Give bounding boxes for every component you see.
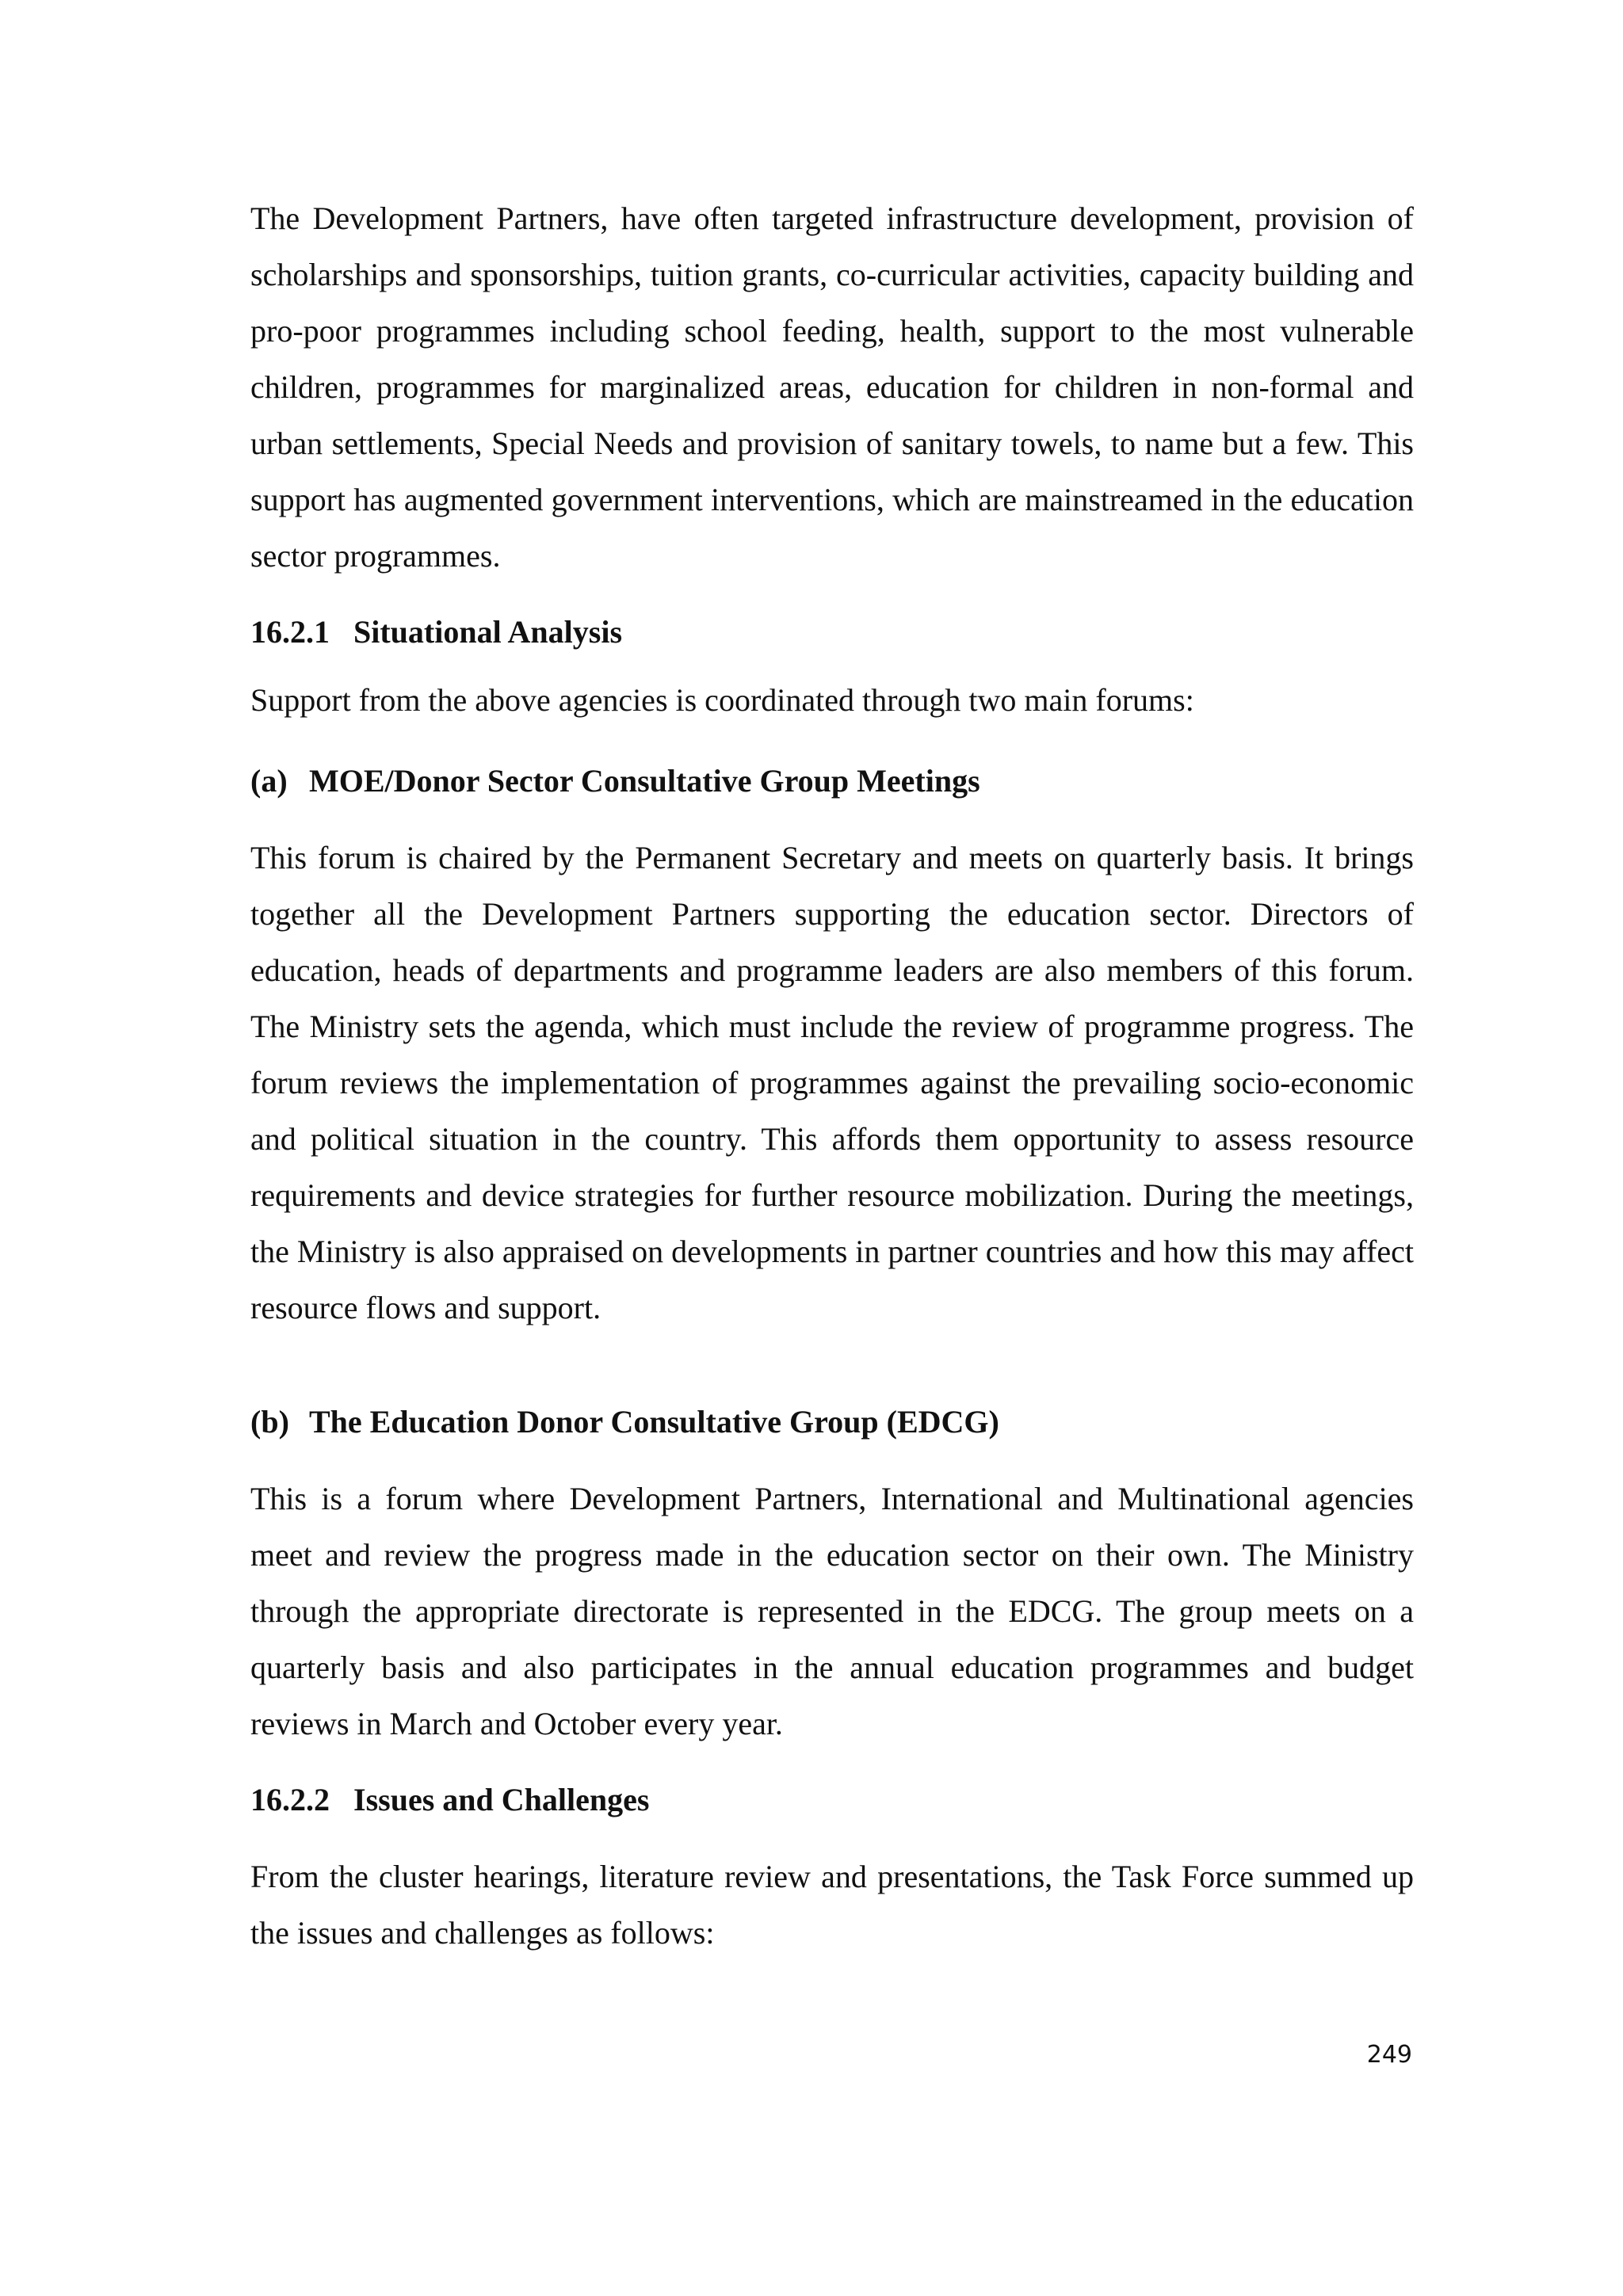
page-content xyxy=(250,190,1414,1961)
paragraph-development-partners: The Development Partners, have often targeted infrastructure development, provision of scholarships and sponsorships, tuition grants, co-curricular activities, capacity building and pro-poor programmes including school feeding, health, support to the most vulnerable children, programmes for marginalized areas, education for children in non-formal and urban settlements, Special Needs and provision of sanitary towels, to name but a few. This support has augmented government interventions, which are mainstreamed in the education sector programmes. xyxy=(250,200,1414,574)
section-number: 16.2.1 xyxy=(250,614,330,650)
section-title: Issues and Challenges xyxy=(353,1782,650,1817)
subsection-label: (a) xyxy=(250,763,288,799)
section-number: 16.2.2 xyxy=(250,1782,330,1817)
subsection-title: The Education Donor Consultative Group (EDCG) xyxy=(309,1404,999,1440)
heading-edcg xyxy=(250,1402,1414,1442)
paragraph-edcg-forum: This is a forum where Development Partners, International and Multinational agencies meet and review the progress made in the education sector on their own. The Ministry through the appropriate directorate is represented in the EDCG. The group meets on a quarterly basis and also participates in the annual education programmes and budget reviews in March and October every year. xyxy=(250,1481,1414,1741)
subsection-label: (b) xyxy=(250,1404,289,1440)
heading-moe-donor-group xyxy=(250,761,1414,801)
page-number: 249 xyxy=(1366,2041,1412,2069)
paragraph-forums-intro: Support from the above agencies is coordinated through two main forums: xyxy=(250,682,1194,718)
heading-situational-analysis xyxy=(250,612,1414,652)
section-title: Situational Analysis xyxy=(353,614,623,650)
subsection-title: MOE/Donor Sector Consultative Group Meetings xyxy=(309,763,980,799)
heading-issues-challenges xyxy=(250,1780,1414,1820)
paragraph-issues-intro: From the cluster hearings, literature review and presentations, the Task Force summed up the issues and challenges as follows: xyxy=(250,1859,1414,1951)
paragraph-moe-forum: This forum is chaired by the Permanent Secretary and meets on quarterly basis. It brings together all the Development Partners supporting the education sector. Directors of education, heads of departments and programme leaders are also members of this forum. The Ministry sets the agenda, which must include the review of programme progress. The forum reviews the implementation of programmes against the prevailing socio-economic and political situation in the country. This affords them opportunity to assess resource requirements and device strategies for further resource mobilization. During the meetings, the Ministry is also appraised on developments in partner countries and how this may affect resource flows and support. xyxy=(250,840,1414,1325)
